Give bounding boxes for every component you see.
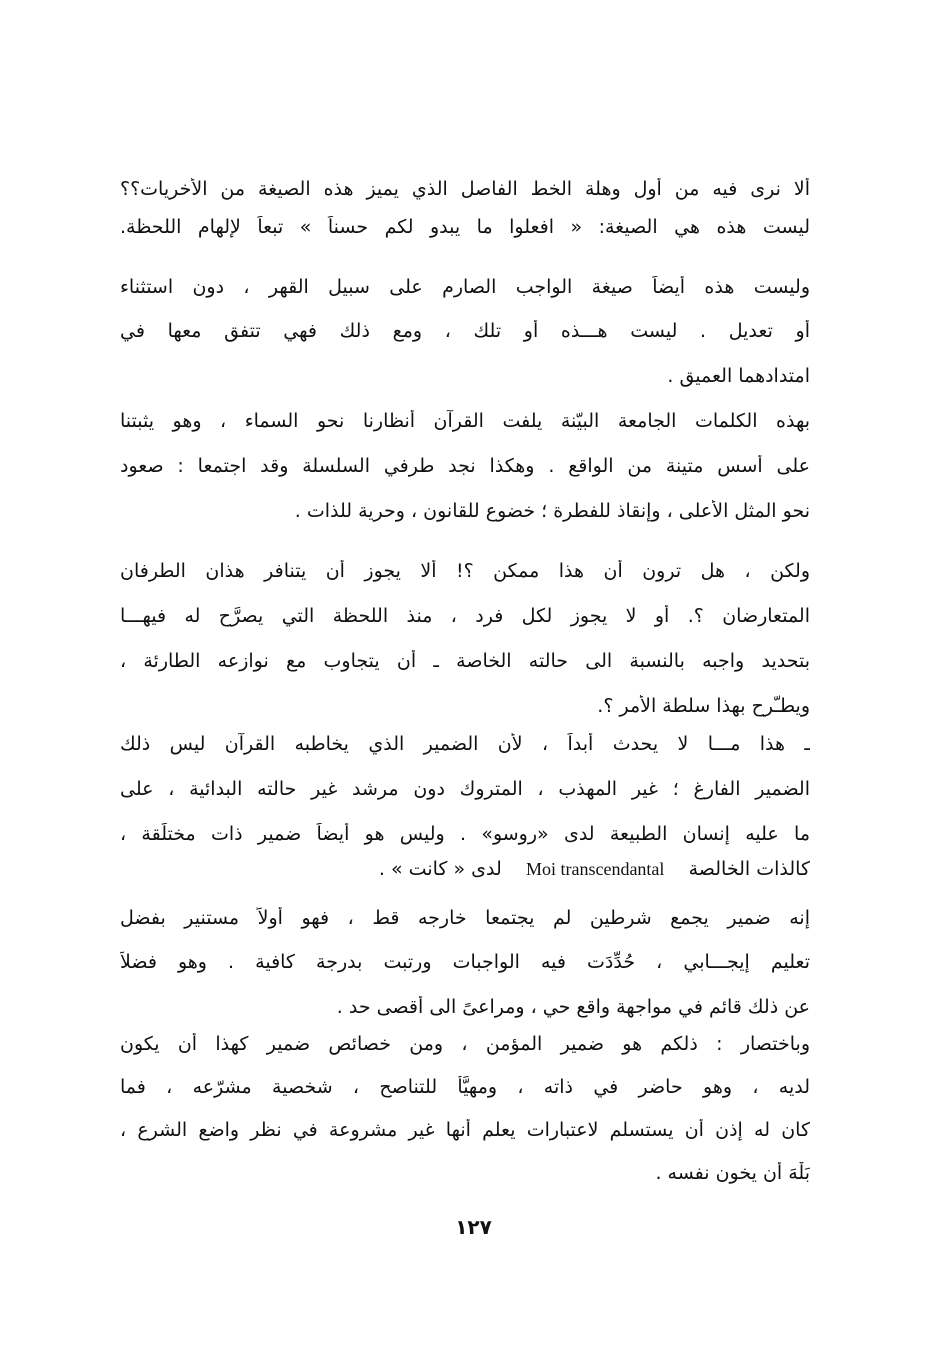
paragraph-2 xyxy=(120,276,810,388)
text-line: بَلْهَ أن يخون نفسه . xyxy=(655,1162,810,1184)
text-line: ـ هذا مـــا لا يحدث أبداً ، لأن الضمير الذي يخاطبه القرآن ليس ذلك xyxy=(120,733,810,755)
paragraph-4 xyxy=(120,560,810,718)
text-line: وليست هذه أيضاً صيغة الواجب الصارم على سبيل القهر ، دون استثناء xyxy=(120,276,810,298)
text-line: على أسس متينة من الواقع . وهكذا نجد طرفي السلسلة وقد اجتمعا : صعود xyxy=(120,455,810,477)
text-fragment: كالذات الخالصة xyxy=(688,858,810,880)
text-line: ألا نرى فيه من أول وهلة الخط الفاصل الذي يميز هذه الصيغة من الأخريات؟؟ xyxy=(120,178,810,200)
latin-term: Moi transcendantal xyxy=(525,859,665,879)
text-line: تعليم إيجـــابي ، حُدِّدَت فيه الواجبات ورتبت بدرجة كافية . وهو فضلاً xyxy=(120,951,810,973)
text-line: بتحديد واجبه بالنسبة الى حالته الخاصة ـ أن يتجاوب مع نوازعه الطارئة ، xyxy=(120,650,810,672)
text-line: نحو المثل الأعلى ، وإنقاذ للفطرة ؛ خضوع للقانون ، وحرية للذات . xyxy=(294,500,810,522)
paragraph-6 xyxy=(120,907,810,1019)
page-number: ١٢٧ xyxy=(455,1215,492,1239)
text-line: لديه ، وهو حاضر في ذاته ، ومهيَّأ للتناصح ، شخصية مشرّعه ، فما xyxy=(120,1076,810,1098)
text-line: عن ذلك قائم في مواجهة واقع حي ، ومراعىً الى أقصى حد . xyxy=(336,996,810,1018)
text-line: ولكن ، هل ترون أن هذا ممكن ؟! ألا يجوز أن يتنافر هذان الطرفان xyxy=(120,560,810,582)
text-line-with-latin xyxy=(120,858,810,881)
paragraph-3 xyxy=(120,410,810,523)
text-line: بهذه الكلمات الجامعة البيّنة يلفت القرآن أنظارنا نحو السماء ، وهو يثبتنا xyxy=(120,410,810,432)
text-line: ليست هذه هي الصيغة: « افعلوا ما يبدو لكم حسناً » تبعاً لإلهام اللحظة. xyxy=(120,216,810,238)
text-line: وباختصار : ذلكم هو ضمير المؤمن ، ومن خصائص ضمير كهذا أن يكون xyxy=(120,1033,810,1055)
text-fragment: لدى « كانت » . xyxy=(378,858,502,880)
text-line: إنه ضمير يجمع شرطين لم يجتمعا خارجه قط ، فهو أولاً مستنير بفضل xyxy=(120,907,810,929)
text-line: امتدادهما العميق . xyxy=(667,365,810,387)
text-line: ما عليه إنسان الطبيعة لدى «روسو» . وليس هو أيضاً ضمير ذات مختلَقة ، xyxy=(120,823,810,845)
text-line: أو تعديل . ليست هـــذه أو تلك ، ومع ذلك فهي تتفق معها في xyxy=(120,320,810,342)
text-line: كان له إذن أن يستسلم لاعتبارات يعلم أنها غير مشروعة في نظر واضع الشرع ، xyxy=(120,1119,810,1141)
text-line: المتعارضان ؟. أو لا يجوز لكل فرد ، منذ اللحظة التي يصرَّح له فيهـــا xyxy=(120,605,810,627)
paragraph-1 xyxy=(120,178,810,239)
paragraph-7 xyxy=(120,1033,810,1185)
text-line: الضمير الفارغ ؛ غير المهذب ، المتروك دون مرشد غير حالته البدائية ، على xyxy=(120,778,810,800)
text-line: ويطـّرح بهذا سلطة الأمر ؟. xyxy=(597,695,810,717)
paragraph-5 xyxy=(120,733,810,881)
